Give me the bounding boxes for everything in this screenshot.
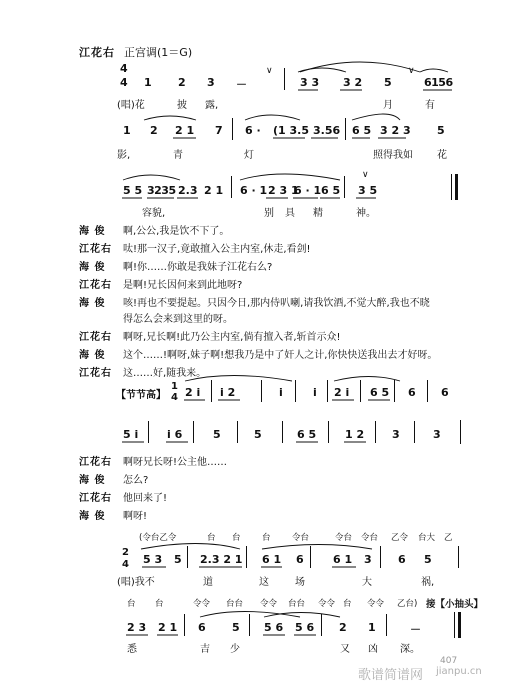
- note: 5: [213, 428, 221, 441]
- lyric: 灯: [244, 150, 254, 161]
- tune-label: 【节节高】: [116, 390, 166, 401]
- lyric: 吉: [200, 644, 210, 655]
- note: 1: [368, 621, 376, 634]
- note: 5: [437, 124, 445, 137]
- percussion-syllable: 台: [343, 599, 352, 609]
- percussion-syllable: 台台: [226, 599, 244, 609]
- role-heading: 江花右: [79, 46, 115, 59]
- percussion-syllable: 台: [127, 599, 136, 609]
- page-number: 407: [440, 656, 458, 666]
- percussion-syllable: 台: [262, 533, 271, 543]
- lyric: 精: [313, 208, 323, 219]
- note: 3 2: [343, 76, 363, 89]
- percussion-syllable: 令令: [318, 599, 336, 609]
- dialogue-line: 咳!再也不要提起。只因今日,那内侍叭喇,请我饮酒,不觉大醉,我也不晓: [123, 298, 430, 309]
- note: 2 i: [185, 386, 201, 399]
- percussion-syllable: 令令: [367, 599, 385, 609]
- lyric: 凶: [368, 644, 378, 655]
- lyric: 道: [203, 577, 213, 588]
- lyric: 披: [177, 100, 187, 111]
- note: 3: [433, 428, 441, 441]
- percussion-syllable: 令台: [335, 533, 353, 543]
- time-sig-top: 1: [171, 381, 178, 392]
- note: 6 5: [370, 386, 390, 399]
- breath-mark: ∨: [362, 170, 369, 180]
- dialogue-line: 是啊!兄长因何来到此地呀?: [123, 280, 243, 291]
- lyric: 容貌,: [142, 208, 166, 219]
- note: 1: [123, 124, 131, 137]
- lyric: 这: [259, 577, 269, 588]
- speaker: 海 俊: [79, 475, 106, 486]
- note: 2 1: [204, 184, 224, 197]
- lyric: 露,: [205, 100, 219, 111]
- speaker: 海 俊: [79, 350, 106, 361]
- percussion-syllable: (令台乙令: [139, 533, 177, 543]
- note: 5 5: [123, 184, 143, 197]
- speaker: 江花右: [79, 332, 112, 343]
- note: 6 1: [262, 553, 282, 566]
- note: 2 1: [175, 124, 195, 137]
- dialogue-line: 他回来了!: [123, 493, 168, 504]
- note: 5: [424, 553, 432, 566]
- percussion-syllable: 乙令: [391, 533, 409, 543]
- note: 5 i: [123, 428, 139, 441]
- percussion-syllable: 台大: [418, 533, 436, 543]
- note: 5: [254, 428, 262, 441]
- speaker: 海 俊: [79, 262, 106, 273]
- lyric: 影,: [117, 150, 131, 161]
- note: 6 ·: [245, 124, 261, 137]
- speaker: 海 俊: [79, 511, 106, 522]
- note: 5 6: [264, 621, 284, 634]
- dialogue-line: 啊呀兄长呀!公主他……: [123, 457, 228, 468]
- note: 2 3 1: [268, 184, 299, 197]
- lyric: 大: [362, 577, 372, 588]
- dialogue-line: 啊!你……你敢是我妹子江花右么?: [123, 262, 273, 273]
- percussion-syllable: 令令: [193, 599, 211, 609]
- note: (1 3.5: [273, 124, 309, 137]
- speaker: 江花右: [79, 280, 112, 291]
- note: 6 · 1: [240, 184, 268, 197]
- note: 6: [441, 386, 449, 399]
- note: 3: [364, 553, 372, 566]
- time-sig-bottom: 4: [120, 76, 128, 89]
- lyric: 别: [264, 208, 274, 219]
- note: 6 5: [297, 428, 317, 441]
- dialogue-line: 这……好,随我来。: [123, 368, 207, 379]
- note: 1 2: [345, 428, 365, 441]
- time-sig-top: 2: [122, 547, 129, 558]
- note: 3 3: [300, 76, 320, 89]
- note: 3 5: [358, 184, 378, 197]
- note: 2 3: [127, 621, 147, 634]
- lyric: 悉: [127, 644, 137, 655]
- lyric: 照得我如: [373, 150, 413, 161]
- note: 3: [392, 428, 400, 441]
- note: 6: [398, 553, 406, 566]
- dialogue-line: 啊呀,兄长啊!此乃公主内室,倘有擅入者,斩首示众!: [123, 332, 341, 343]
- note: 2.3 2 1: [200, 553, 243, 566]
- note: i: [279, 386, 283, 399]
- speaker: 海 俊: [79, 298, 106, 309]
- note: 2.3: [178, 184, 198, 197]
- dialogue-line: 怎么?: [123, 475, 149, 486]
- note: 3235: [147, 184, 176, 197]
- lyric: (唱)我不: [117, 577, 155, 588]
- note: 5: [384, 76, 392, 89]
- watermark-text: 歌谱简谱网: [358, 668, 424, 683]
- time-sig-bottom: 4: [171, 392, 178, 403]
- dialogue-line: 呔!那一汉子,竟敢擅入公主内室,休走,看剑!: [123, 244, 311, 255]
- lyric: 具: [285, 208, 295, 219]
- note: 2: [150, 124, 158, 137]
- note: 5 6: [295, 621, 315, 634]
- speaker: 江花右: [79, 493, 112, 504]
- note: i 6: [167, 428, 183, 441]
- note: 2: [178, 76, 186, 89]
- speaker: 海 俊: [79, 226, 106, 237]
- note: 6 1: [333, 553, 353, 566]
- watermark-url: jianpu.cn: [436, 666, 482, 677]
- note: 6: [408, 386, 416, 399]
- note: 2 1: [158, 621, 178, 634]
- lyric: (唱)花: [117, 100, 145, 111]
- breath-mark: ∨: [266, 66, 273, 76]
- tune-label: 接【小抽头】: [426, 599, 484, 610]
- dialogue-line-continued: 得怎么会来到这里的呀。: [123, 314, 233, 325]
- lyric: 少: [230, 644, 240, 655]
- dialogue-line: 啊,公公,我是饮不下了。: [123, 226, 230, 237]
- note: 5 3: [143, 553, 163, 566]
- note: i 2: [220, 386, 236, 399]
- percussion-syllable: 台: [232, 533, 241, 543]
- percussion-syllable: 令台: [361, 533, 379, 543]
- note: 6156: [424, 76, 453, 89]
- note: 1: [144, 76, 152, 89]
- note: 6: [296, 553, 304, 566]
- note: －: [236, 78, 247, 91]
- note: 2: [339, 621, 347, 634]
- note: 6 5: [352, 124, 372, 137]
- percussion-syllable: 乙台): [397, 599, 418, 609]
- percussion-syllable: 令令: [260, 599, 278, 609]
- lyric: 有: [425, 100, 435, 111]
- lyric: 又: [340, 644, 350, 655]
- lyric: 月: [383, 100, 393, 111]
- breath-mark: ∨: [408, 66, 415, 76]
- percussion-syllable: 乙: [444, 533, 453, 543]
- lyric: 青: [173, 150, 183, 161]
- note: 7: [215, 124, 223, 137]
- lyric: 祸,: [421, 577, 435, 588]
- note: 3: [207, 76, 215, 89]
- dialogue-line: 这个……!啊呀,妹子啊!想我乃是中了奸人之计,你快快送我出去才好呀。: [123, 350, 438, 361]
- lyric: 神。: [356, 208, 376, 219]
- percussion-syllable: 台台: [288, 599, 306, 609]
- speaker: 江花右: [79, 244, 112, 255]
- percussion-syllable: 台: [155, 599, 164, 609]
- note: 5: [174, 553, 182, 566]
- percussion-syllable: 台: [207, 533, 216, 543]
- dialogue-line: 啊呀!: [123, 511, 148, 522]
- note: －: [410, 623, 421, 636]
- mode-heading: 正宫调(1＝G): [124, 46, 193, 59]
- time-sig-bottom: 4: [122, 559, 129, 570]
- lyric: 场: [295, 577, 305, 588]
- time-sig-top: 4: [120, 62, 128, 75]
- lyric: 花: [437, 150, 447, 161]
- speaker: 江花右: [79, 457, 112, 468]
- lyric: 深。: [400, 644, 420, 655]
- speaker: 江花右: [79, 368, 112, 379]
- note: 5: [232, 621, 240, 634]
- note: 3 2 3: [380, 124, 411, 137]
- note: 2 i: [334, 386, 350, 399]
- note: 6: [198, 621, 206, 634]
- note: 6 · 1: [294, 184, 322, 197]
- percussion-syllable: 令台: [292, 533, 310, 543]
- note: 6 5: [321, 184, 341, 197]
- note: 3.56: [313, 124, 341, 137]
- note: i: [313, 386, 317, 399]
